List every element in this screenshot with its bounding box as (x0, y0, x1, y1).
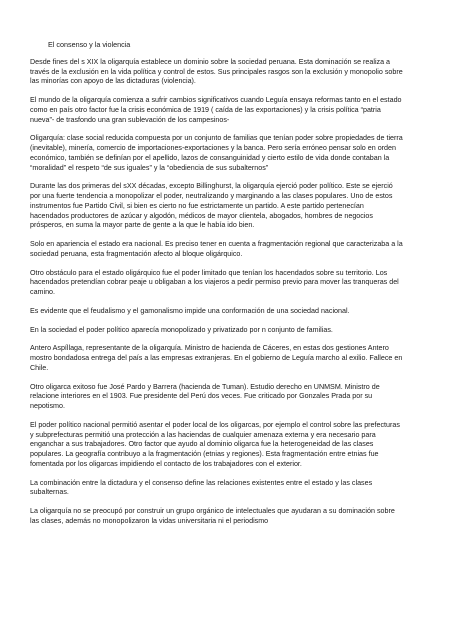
paragraph: En la sociedad el poder político aparecía monopolizado y privatizado por n conjunto de familias. (30, 325, 333, 334)
paragraph: Otro oligarca exitoso fue José Pardo y Barrera (hacienda de Tuman). Estudio derecho en UNMSM. Ministro de relacione interiores en el 1903. Fue presidente del Perú dos veces. Fue criticado por Gonzales Prada por su nepotismo. (30, 382, 380, 410)
paragraph: Otro obstáculo para el estado oligárquico fue el poder limitado que tenían los hacendados sobre su territorio. Los hacendados pretendían cobrar peaje u obligaban a los viajeros a pedir permiso previo para mover las tranqueras del camino. (30, 268, 399, 296)
paragraph: Antero Aspíllaga, representante de la oligarquía. Ministro de hacienda de Cáceres, en estas dos gestiones Antero mostro bondadosa entrega del país a las empresas extranjeras. En el gobierno de Leguía marcho al exilio. Fallece en Chile. (30, 344, 403, 372)
paragraph: Durante las dos primeras del sXX décadas, excepto Billinghurst, la oligarquía ejerció poder político. Este se ejerció por una fuerte tendencia a monopolizar el poder, neutralizando y marginando a las clases populares. Uno de estos instrumentos fue Partido Civil, si bien es cierto no fue estrictamente un partido. A este partido pertenecían hacendados productores de azúcar y algodón, médicos de mayor clientela, abogados, hombres de negocios prósperos, en suma la mayor parte de gente a la que le había ido bien. (30, 182, 393, 230)
paragraph: El mundo de la oligarquía comienza a sufrir cambios significativos cuando Leguía ensaya reformas tanto en el estado como en país otro factor fue la crisis económica de 1919 ( caída de las exportaciones) y la crisis política “patria nueva”- de trasfondo una gran sublevación de los campesinos- (30, 96, 402, 124)
paragraph: Oligarquía: clase social reducida compuesta por un conjunto de familias que tenían poder sobre propiedades de tierra (inevitable), minería, comercio de importaciones-exportaciones y la banca. Pero sería erróneo pensar solo en orden económico, también se definían por el apellido, lazos de consanguinidad y cierto estilo de vida donde contaban la “moralidad” el respeto “de sus iguales” y la “obediencia de sus subalternos” (30, 134, 403, 172)
paragraph: La combinación entre la dictadura y el consenso define las relaciones existentes entre el estado y las clases subalternas. (30, 478, 373, 497)
paragraph: Desde fines del s XIX la oligarquía establece un dominio sobre la sociedad peruana. Esta dominación se realiza a través de la exclusión en la vida política y control de estos. Sus principales rasgos son la exclusión y monopolio sobre las minorías con apoyo de las dictaduras (violencia). (30, 57, 403, 86)
paragraph: La oligarquía no se preocupó por construir un grupo orgánico de intelectuales que ayudaran a su dominación sobre las clases, además no monopolizaron la vidas universitaria ni el periodismo (30, 507, 395, 525)
document-title: El consenso y la violencia (48, 40, 131, 49)
paragraph: Es evidente que el feudalismo y el gamonalismo impide una conformación de una sociedad nacional. (30, 306, 350, 315)
paragraph: El poder político nacional permitió asentar el poder local de los oligarcas, por ejemplo el control sobre las prefecturas y subprefecturas permitió una protección a las haciendas de cualquier amenaza externa y era necesario para enganchar a sus trabajadores. Otro factor que ayudo al dominio oligarca fue la heterogeneidad de las clases populares. La geografía contribuyo a la fragmentación (etnias y regiones). Esta fragmentación entre etnias fue fomentada por los oligarcas impidiendo el contacto de los trabajadores con el exterior. (30, 420, 400, 468)
paragraph: Solo en apariencia el estado era nacional. Es preciso tener en cuenta a fragmentación regional que caracterizaba a la sociedad peruana, esta fragmentación afecto al bloque oligárquico. (30, 240, 403, 258)
